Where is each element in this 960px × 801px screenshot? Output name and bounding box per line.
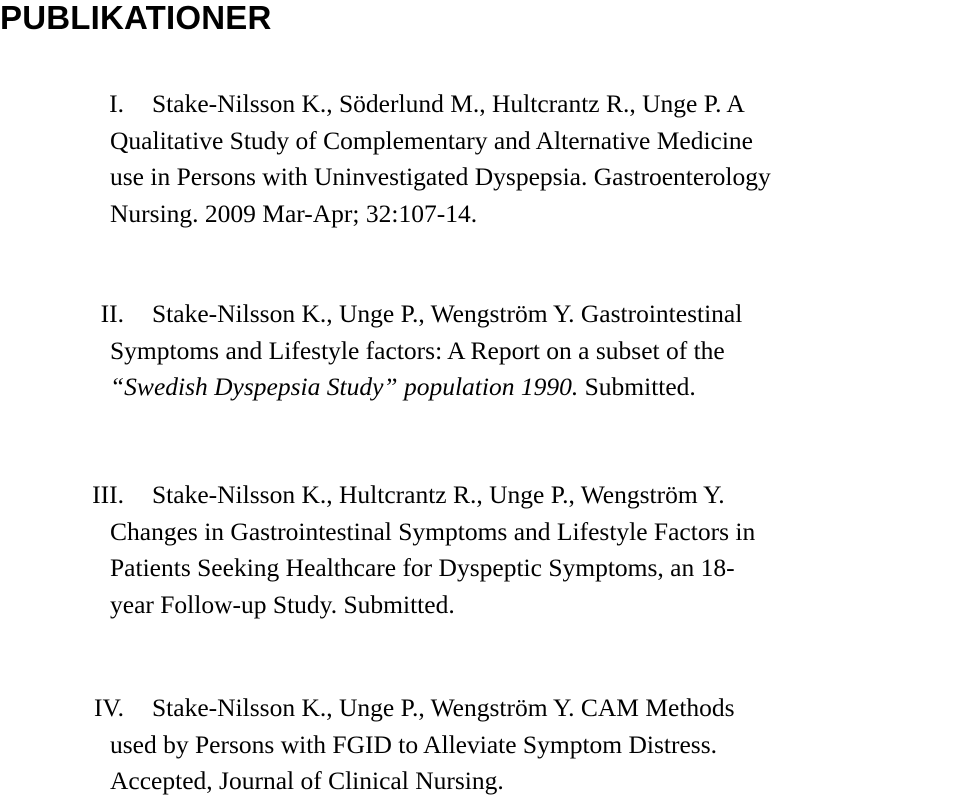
publication-number: II.: [100, 299, 124, 328]
publication-line: Stake-Nilsson K., Söderlund M., Hultcrantz R., Unge P. A: [152, 89, 745, 118]
publication-line: year Follow-up Study. Submitted.: [110, 589, 455, 619]
publication-item-4: [0, 690, 960, 800]
publication-line: Qualitative Study of Complementary and Alternative Medicine: [110, 125, 754, 155]
publication-item-3: [0, 477, 960, 623]
publication-line: [110, 369, 960, 406]
publication-line: Accepted, Journal of Clinical Nursing.: [110, 766, 504, 795]
publication-line: use in Persons with Uninvestigated Dyspepsia. Gastroenterology: [110, 162, 771, 191]
publication-line: used by Persons with FGID to Alleviate Symptom Distress.: [110, 729, 718, 759]
publication-item-2: [0, 296, 960, 406]
publication-line: Symptoms and Lifestyle factors: A Report on a subset of the: [110, 335, 725, 365]
publication-line: Changes in Gastrointestinal Symptoms and Lifestyle Factors in: [110, 516, 756, 546]
publication-line: Nursing. 2009 Mar-Apr; 32:107-14.: [110, 198, 478, 228]
publication-line: Stake-Nilsson K., Hultcrantz R., Unge P., Wengström Y.: [152, 480, 725, 509]
publication-status: Submitted.: [578, 372, 696, 401]
publication-number: IV.: [94, 693, 124, 722]
publication-line: Stake-Nilsson K., Unge P., Wengström Y. CAM Methods: [152, 693, 735, 722]
page-title: PUBLIKATIONER: [0, 0, 272, 36]
publication-number: I.: [109, 89, 124, 118]
study-title-italic: “Swedish Dyspepsia Study” population 1990.: [110, 372, 579, 401]
publication-line: Stake-Nilsson K., Unge P., Wengström Y. Gastrointestinal: [152, 299, 743, 328]
publication-number: III.: [92, 480, 124, 509]
publication-item-1: [0, 86, 960, 232]
publication-line: Patients Seeking Healthcare for Dyspeptic Symptoms, an 18-: [110, 553, 735, 582]
